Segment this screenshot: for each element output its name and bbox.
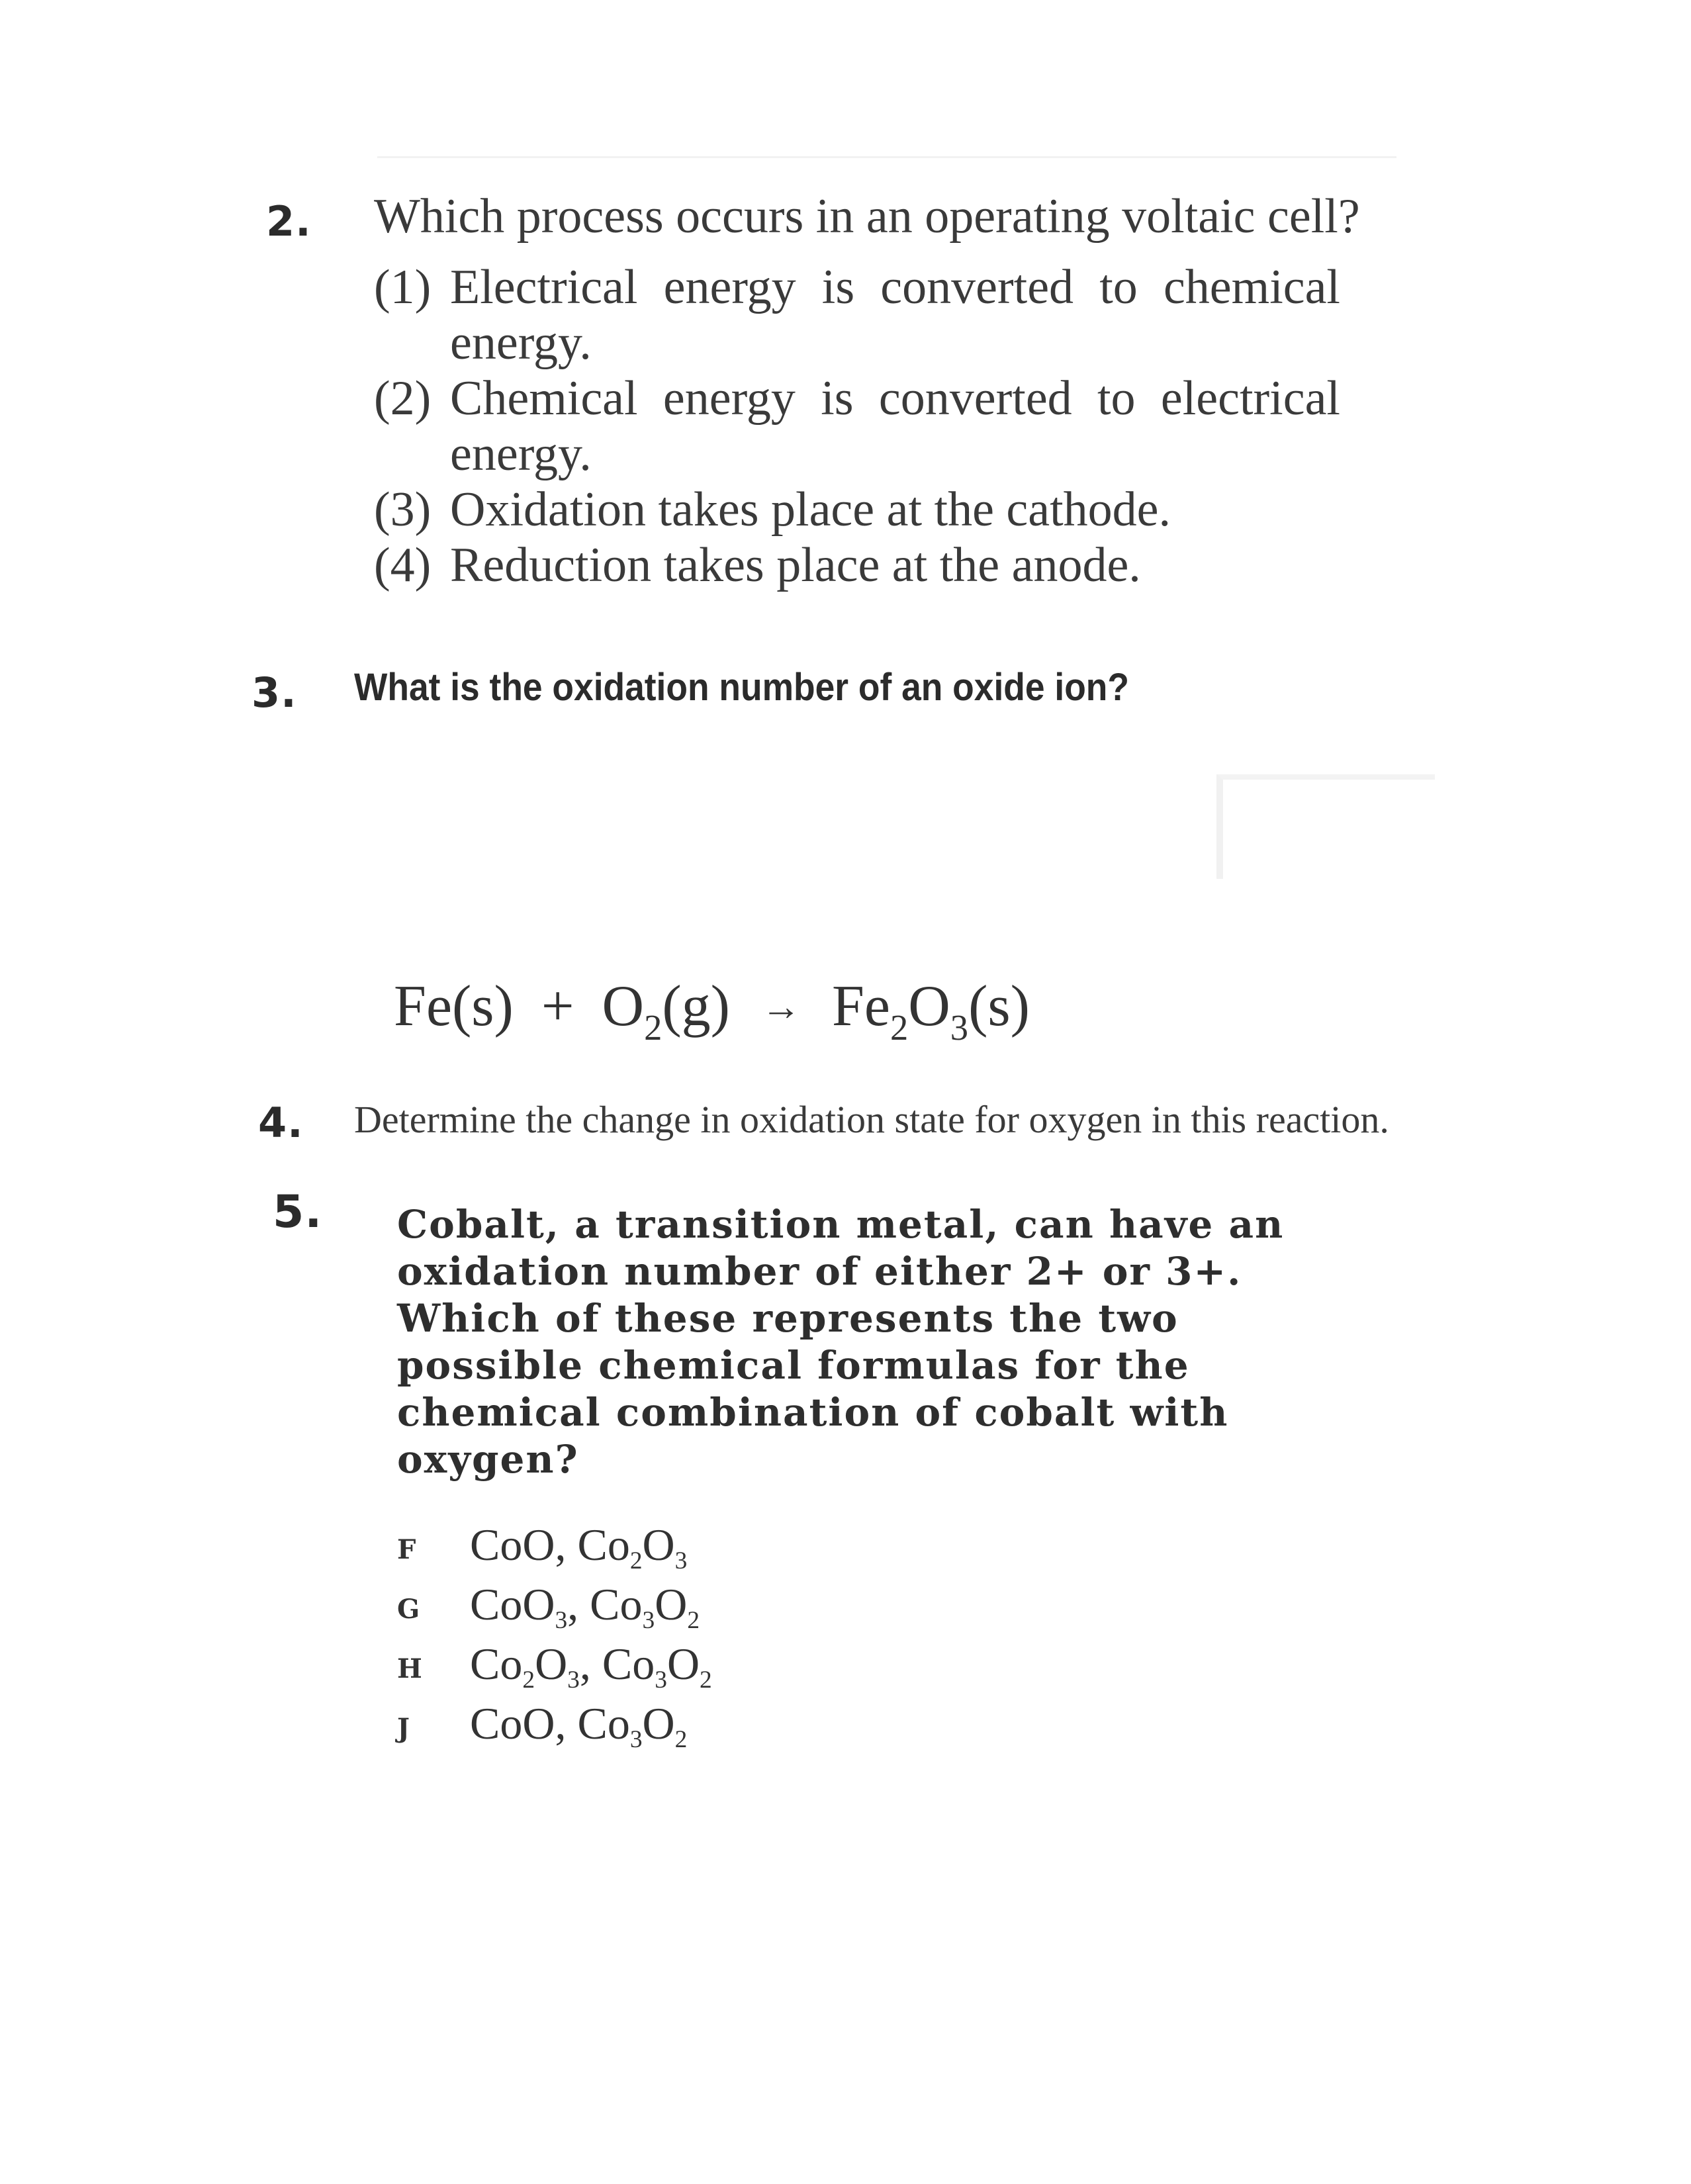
separator: , xyxy=(555,1520,578,1570)
element-symbol: O xyxy=(602,974,645,1038)
option-text: Electrical energy is converted to chemical energy. xyxy=(450,260,1340,370)
formula: Co xyxy=(590,1579,643,1629)
separator: , xyxy=(567,1579,590,1629)
formula: O xyxy=(655,1579,688,1629)
formula: Co xyxy=(577,1520,630,1570)
reactant-iron: Fe(s) xyxy=(394,974,514,1038)
state-symbol: (g) xyxy=(662,974,730,1038)
question-2-option-1 xyxy=(374,259,1340,371)
subscript: 2 xyxy=(687,1607,700,1635)
choice-j xyxy=(397,1698,688,1754)
subscript: 2 xyxy=(522,1666,535,1694)
question-3-text: What is the oxidation number of an oxide ion? xyxy=(354,666,1129,709)
subscript: 3 xyxy=(950,1007,969,1048)
subscript: 3 xyxy=(629,1726,643,1754)
option-label: (4) xyxy=(374,538,432,592)
scan-artifact-line xyxy=(377,156,1396,158)
subscript: 2 xyxy=(644,1007,663,1048)
subscript: 2 xyxy=(700,1666,712,1694)
reaction-arrow-icon: → xyxy=(760,985,801,1028)
formula: Co xyxy=(602,1639,655,1689)
subscript: 3 xyxy=(655,1666,667,1694)
element-symbol: O xyxy=(908,974,950,1038)
scan-artifact-box xyxy=(1216,774,1435,879)
choice-letter: G xyxy=(397,1593,420,1625)
subscript: 3 xyxy=(555,1607,568,1635)
question-5-line: oxidation number of either 2+ or 3+. xyxy=(397,1249,1242,1294)
question-2-option-4 xyxy=(374,537,1340,593)
formula: CoO xyxy=(470,1520,555,1570)
choice-f xyxy=(397,1519,688,1575)
question-3-number: 3. xyxy=(251,668,297,717)
formula: Co xyxy=(577,1698,630,1749)
option-label: (3) xyxy=(374,482,432,537)
option-text: Chemical energy is converted to electrical energy. xyxy=(450,371,1340,481)
element-symbol: Fe xyxy=(831,974,890,1038)
option-text: Reduction takes place at the anode. xyxy=(450,538,1141,592)
question-2-option-2 xyxy=(374,371,1340,482)
question-5-line: Cobalt, a transition metal, can have an xyxy=(397,1202,1285,1247)
choice-letter: F xyxy=(397,1533,416,1565)
question-4-number: 4. xyxy=(258,1099,304,1147)
question-2-option-3 xyxy=(374,482,1340,537)
choice-g xyxy=(397,1578,700,1635)
question-4-text: Determine the change in oxidation state for oxygen in this reaction. xyxy=(354,1098,1389,1141)
subscript: 3 xyxy=(567,1666,580,1694)
question-5-line: oxygen? xyxy=(397,1437,579,1482)
question-2-number: 2. xyxy=(266,197,312,246)
subscript: 2 xyxy=(629,1547,643,1575)
reactant-oxygen xyxy=(602,974,730,1048)
separator: , xyxy=(579,1639,602,1689)
question-5-number: 5. xyxy=(273,1186,323,1238)
subscript: 2 xyxy=(674,1726,688,1754)
subscript: 2 xyxy=(890,1007,909,1048)
subscript: 3 xyxy=(642,1607,655,1635)
question-5-line: possible chemical formulas for the xyxy=(397,1343,1190,1388)
option-label: (1) xyxy=(374,260,432,314)
formula: CoO xyxy=(470,1698,555,1749)
reaction-equation xyxy=(394,973,1030,1048)
formula: O xyxy=(642,1520,675,1570)
choice-letter: H xyxy=(397,1653,422,1684)
formula: Co xyxy=(470,1639,523,1689)
state-symbol: (s) xyxy=(968,974,1030,1038)
formula: O xyxy=(642,1698,675,1749)
question-5-line: chemical combination of cobalt with xyxy=(397,1390,1229,1435)
separator: , xyxy=(555,1698,578,1749)
choice-letter: J xyxy=(397,1712,410,1744)
option-label: (2) xyxy=(374,371,432,426)
formula: CoO xyxy=(470,1579,555,1629)
product-iron-oxide xyxy=(831,974,1030,1048)
subscript: 3 xyxy=(674,1547,688,1575)
question-5-line: Which of these represents the two xyxy=(397,1296,1179,1341)
plus-sign: + xyxy=(541,974,574,1038)
option-text: Oxidation takes place at the cathode. xyxy=(450,482,1171,537)
question-5-text xyxy=(397,1201,1284,1483)
formula: O xyxy=(535,1639,568,1689)
question-2-text: Which process occurs in an operating voltaic cell? xyxy=(374,189,1360,244)
formula: O xyxy=(666,1639,700,1689)
choice-h xyxy=(397,1638,712,1694)
